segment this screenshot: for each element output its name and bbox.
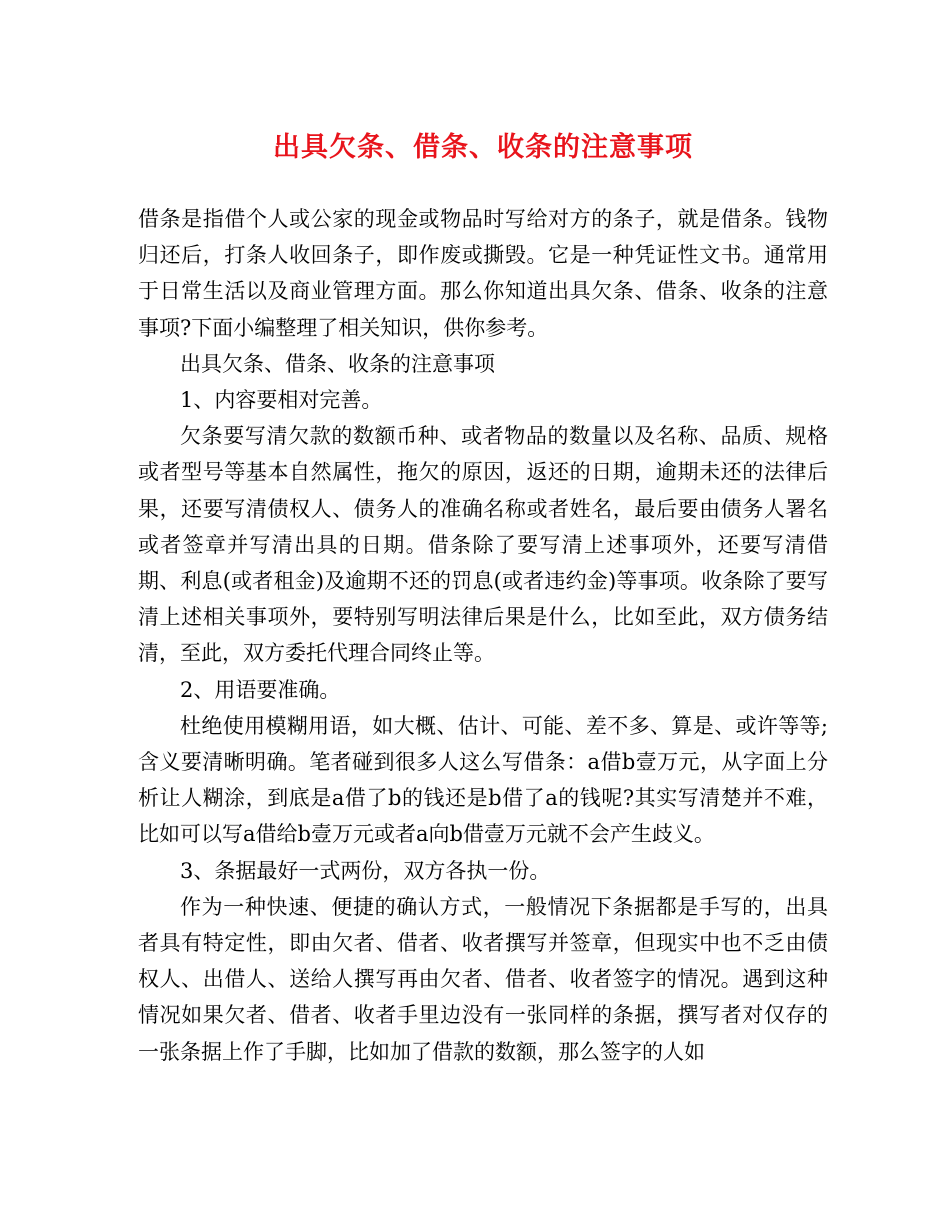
- body-paragraph: 1、内容要相对完善。: [180, 388, 383, 413]
- body-paragraph: 2、用语要准确。: [180, 677, 341, 702]
- document-page: [138, 0, 828, 1230]
- body-paragraph: 出具欠条、借条、收条的注意事项: [180, 351, 495, 376]
- body-paragraph: 作为一种快速、便捷的确认方式，一般情况下条据都是手写的，出具者具有特定性，即由欠者、借者、收者撰写并签章，但现实中也不乏由债权人、出借人、送给人撰写再由欠者、借者、收者签字的情况。遇到这种情况如果欠者、借者、收者手里边没有一张同样的条据，撰写者对仅存的一张条据上作了手脚，比如加了借款的数额，那么签字的人如: [138, 894, 828, 1064]
- document-body: [138, 201, 828, 1070]
- body-paragraph: 借条是指借个人或公家的现金或物品时写给对方的条子，就是借条。钱物归还后，打条人收回条子，即作废或撕毁。它是一种凭证性文书。通常用于日常生活以及商业管理方面。那么你知道出具欠条、借条、收条的注意事项?下面小编整理了相关知识，供你参考。: [138, 207, 828, 340]
- body-paragraph: 欠条要写清欠款的数额币种、或者物品的数量以及名称、品质、规格或者型号等基本自然属性，拖欠的原因，返还的日期，逾期未还的法律后果，还要写清债权人、债务人的准确名称或者姓名，最后要由债务人署名或者签章并写清出具的日期。借条除了要写清上述事项外，还要写清借期、利息(或者租金)及逾期不还的罚息(或者违约金)等事项。收条除了要写清上述相关事项外，要特别写明法律后果是什么，比如至此，双方债务结清，至此，双方委托代理合同终止等。: [138, 424, 828, 666]
- body-paragraph: 3、条据最好一式两份，双方各执一份。: [180, 858, 551, 883]
- body-paragraph: 杜绝使用模糊用语，如大概、估计、可能、差不多、算是、或许等等;含义要清晰明确。笔者碰到很多人这么写借条：a借b壹万元，从字面上分析让人糊涂，到底是a借了b的钱还是b借了a的钱呢?其实写清楚并不难，比如可以写a借给b壹万元或者a向b借壹万元就不会产生歧义。: [138, 713, 828, 847]
- document-title: 出具欠条、借条、收条的注意事项: [273, 132, 693, 163]
